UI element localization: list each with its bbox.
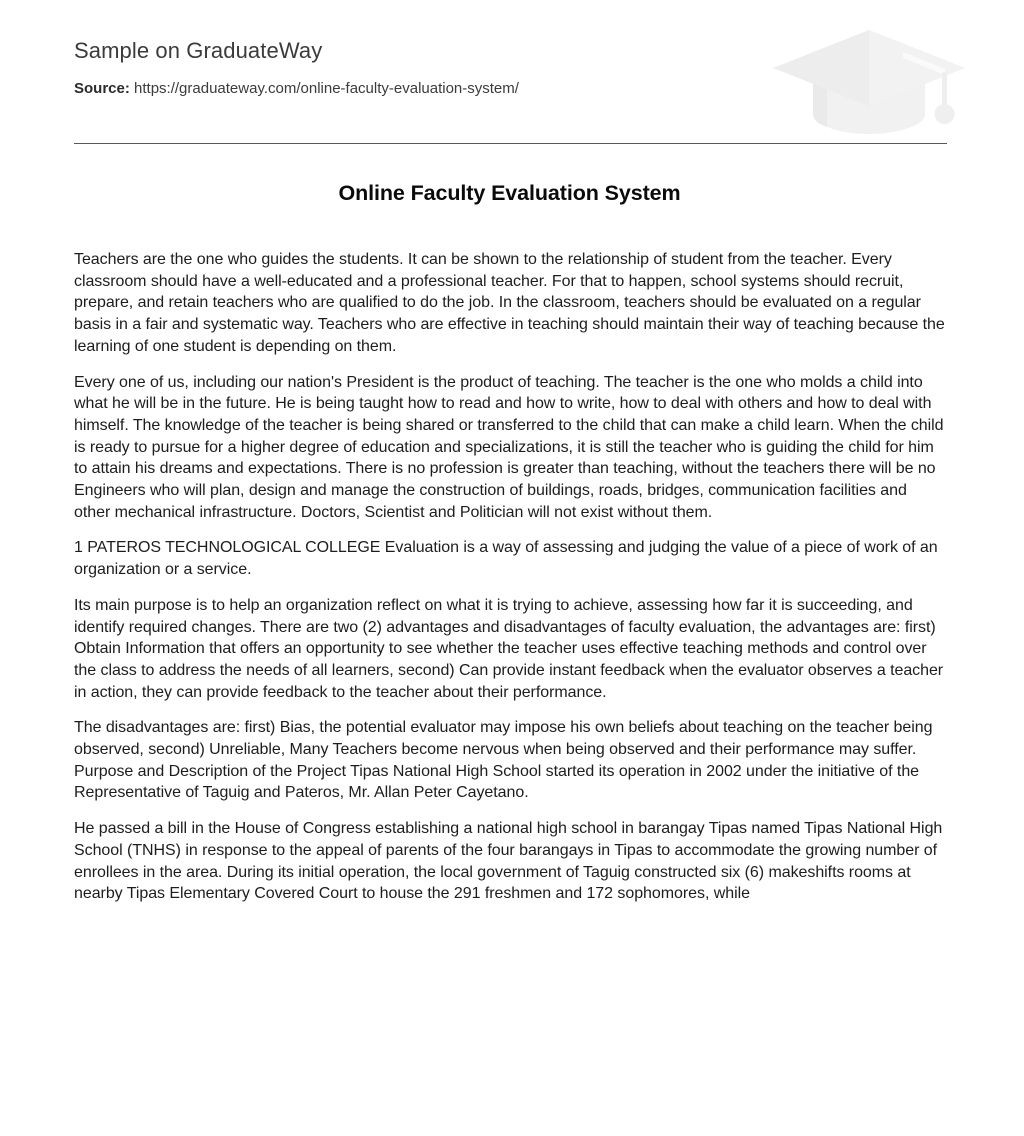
paragraph: 1 PATEROS TECHNOLOGICAL COLLEGE Evaluation is a way of assessing and judging the value of a piece of work of an organization or a service. (74, 539, 938, 579)
paragraph: Teachers are the one who guides the students. It can be shown to the relationship of student from the teacher. Every classroom should have a well-educated and a professional teacher. For that to happen, school systems should recruit, prepare, and retain teachers who are qualified to do the job. In the classroom, teachers should be evaluated on a regular basis in a fair and systematic way. Teachers who are effective in teaching should maintain their way of teaching because the learning of one student is depending on them. (74, 251, 945, 355)
header-divider (74, 143, 947, 144)
article-body (74, 249, 945, 905)
paragraph: He passed a bill in the House of Congress establishing a national high school in barangay Tipas named Tipas National High School (TNHS) in response to the appeal of parents of the four barangays in Tipas to accommodate the growing number of enrollees in the area. During its initial operation, the local government of Taguig constructed six (6) makeshifts rooms at nearby Tipas Elementary Covered Court to house the 291 freshmen and 172 sophomores, while (74, 820, 943, 903)
source-line (74, 78, 947, 100)
paragraph: The disadvantages are: first) Bias, the potential evaluator may impose his own beliefs about teaching on the teacher being observed, second) Unreliable, Many Teachers become nervous when being observed and their performance may suffer. Purpose and Description of the Project Tipas National High School started its operation in 2002 under the initiative of the Representative of Taguig and Pateros, Mr. Allan Peter Cayetano. (74, 719, 933, 802)
page-title: Online Faculty Evaluation System (338, 181, 681, 205)
source-url[interactable]: https://graduateway.com/online-faculty-evaluation-system/ (134, 80, 519, 97)
brand-title: Sample on GraduateWay (74, 38, 323, 63)
paragraph: Every one of us, including our nation's President is the product of teaching. The teacher is the one who molds a child into what he will be in the future. He is being taught how to read and how to write, how to deal with others and how to deal with himself. The knowledge of the teacher is being shared or transferred to the child that can make a child learn. When the child is ready to pursue for a higher degree of education and specializations, it is still the teacher who is guiding the child for him to attain his dreams and expectations. There is no profession is greater than teaching, without the teachers there will be no Engineers who will plan, design and manage the construction of buildings, roads, bridges, communication facilities and other mechanical infrastructure. Doctors, Scientist and Politician will not exist without them. (74, 373, 944, 521)
paragraph: Its main purpose is to help an organization reflect on what it is trying to achieve, assessing how far it is succeeding, and identify required changes. There are two (2) advantages and disadvantages of faculty evaluation, the advantages are: first) Obtain Information that offers an opportunity to see whether the teacher uses effective teaching methods and control over the class to address the needs of all learners, second) Can provide instant feedback when the evaluator observes a teacher in action, they can provide feedback to the teacher about their performance. (74, 596, 944, 701)
site-header (0, 0, 1024, 116)
source-label: Source: (74, 80, 130, 97)
document-content (0, 179, 1024, 905)
